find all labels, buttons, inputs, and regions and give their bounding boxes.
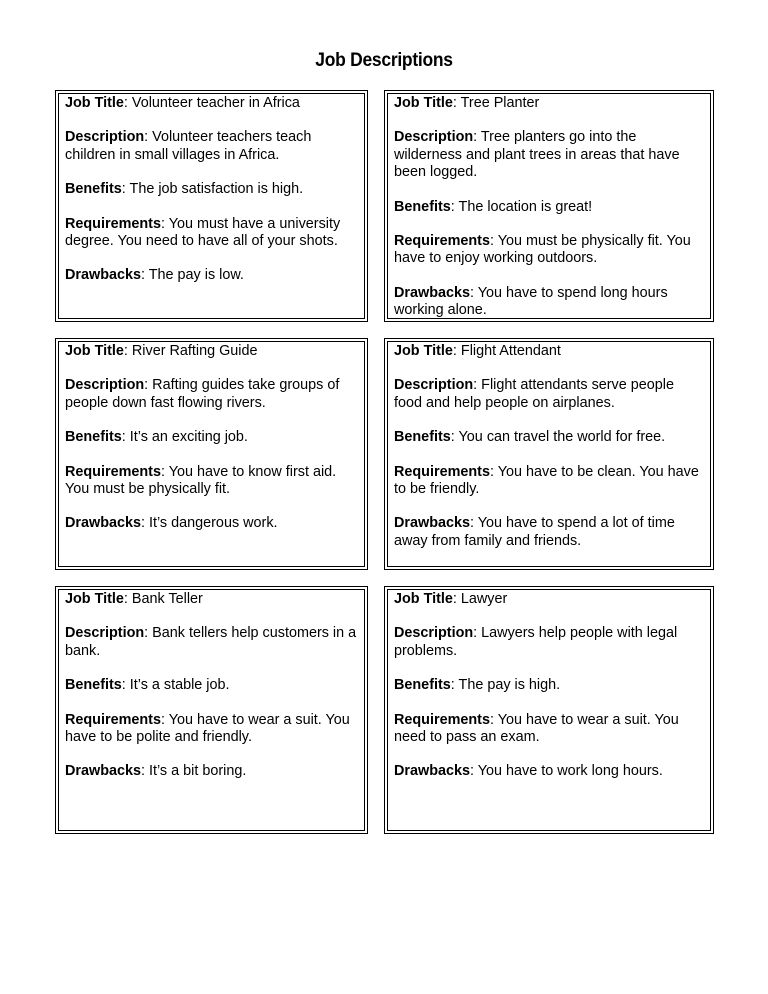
description-value: Lawyers help people with legal problems. (394, 625, 678, 659)
benefits-label: Benefits (394, 198, 451, 215)
benefits-value: It’s an exciting job. (129, 429, 248, 446)
benefits-value: It’s a stable job. (129, 677, 230, 694)
benefits-label: Benefits (65, 677, 122, 694)
job-card (55, 90, 368, 322)
description-value: Tree planters go into the wilderness and plant trees in areas that have been logged. (394, 129, 680, 181)
job-title-value: Tree Planter (460, 95, 540, 111)
job-card (55, 586, 368, 834)
drawbacks-field: Drawbacks: You have to spend a lot of time away from family and friends. (394, 515, 675, 549)
benefits-field: Benefits: The pay is high. (394, 677, 561, 694)
benefits-field: Benefits: It’s a stable job. (65, 677, 230, 694)
benefits-field: Benefits: It’s an exciting job. (65, 429, 248, 446)
job-title-label: Job Title (394, 95, 453, 111)
requirements-value: You have to wear a suit. You need to pass an exam. (394, 711, 679, 746)
description-label: Description (394, 625, 474, 642)
benefits-field: Benefits: The location is great! (394, 198, 593, 215)
drawbacks-label: Drawbacks (394, 763, 470, 780)
job-card (384, 338, 714, 570)
drawbacks-label: Drawbacks (394, 284, 470, 301)
job-card-inner (58, 341, 365, 567)
job-title-field: Job Title: Lawyer (394, 591, 508, 607)
requirements-label: Requirements (65, 463, 161, 480)
drawbacks-field: Drawbacks: It’s dangerous work. (65, 515, 278, 532)
job-title-field: Job Title: River Rafting Guide (65, 343, 258, 359)
requirements-label: Requirements (65, 215, 161, 232)
benefits-label: Benefits (394, 429, 451, 446)
job-title-field: Job Title: Tree Planter (394, 95, 540, 111)
drawbacks-value: You have to work long hours. (477, 763, 663, 780)
job-title-value: River Rafting Guide (131, 343, 258, 359)
job-card-inner (387, 589, 711, 831)
drawbacks-field: Drawbacks: The pay is low. (65, 267, 244, 284)
job-title-label: Job Title (394, 591, 453, 607)
requirements-label: Requirements (394, 711, 490, 728)
drawbacks-value: It’s dangerous work. (149, 515, 278, 532)
job-card-inner (58, 93, 365, 319)
benefits-value: The location is great! (458, 198, 593, 215)
drawbacks-value: The pay is low. (148, 267, 244, 284)
benefits-value: The pay is high. (458, 677, 561, 694)
requirements-value: You have to be clean. You have to be friendly. (394, 463, 699, 498)
job-title-label: Job Title (65, 95, 124, 111)
drawbacks-label: Drawbacks (65, 267, 141, 284)
requirements-value: You have to wear a suit. You have to be polite and friendly. (65, 711, 350, 746)
description-value: Volunteer teachers teach children in small villages in Africa. (65, 129, 312, 163)
description-label: Description (394, 129, 474, 146)
benefits-value: The job satisfaction is high. (129, 181, 304, 198)
description-field: Description: Rafting guides take groups of people down fast flowing rivers. (65, 377, 340, 411)
benefits-field: Benefits: You can travel the world for free. (394, 429, 666, 446)
requirements-label: Requirements (394, 233, 490, 250)
drawbacks-label: Drawbacks (65, 515, 141, 532)
requirements-field: Requirements: You have to be clean. You have to be friendly. (394, 463, 699, 498)
requirements-field: Requirements: You have to wear a suit. You need to pass an exam. (394, 711, 679, 746)
job-title-value: Bank Teller (131, 591, 203, 607)
requirements-label: Requirements (394, 463, 490, 480)
drawbacks-field: Drawbacks: You have to spend long hours working alone. (394, 284, 668, 319)
description-value: Rafting guides take groups of people down fast flowing rivers. (65, 377, 340, 411)
description-value: Bank tellers help customers in a bank. (65, 625, 357, 659)
job-card-inner (387, 93, 711, 319)
requirements-value: You must have a university degree. You need to have all of your shots. (65, 215, 341, 250)
job-title-field: Job Title: Volunteer teacher in Africa (65, 95, 300, 111)
requirements-field: Requirements: You have to wear a suit. You have to be polite and friendly. (65, 711, 350, 746)
requirements-field: Requirements: You must have a university degree. You need to have all of your shots. (65, 215, 341, 250)
benefits-field: Benefits: The job satisfaction is high. (65, 181, 304, 198)
job-title-label: Job Title (394, 343, 453, 359)
description-value: Flight attendants serve people food and help people on airplanes. (394, 377, 674, 411)
job-title-value: Volunteer teacher in Africa (131, 95, 300, 111)
job-title-value: Flight Attendant (460, 343, 561, 359)
description-field: Description: Volunteer teachers teach children in small villages in Africa. (65, 129, 312, 163)
requirements-value: You must be physically fit. You have to enjoy working outdoors. (394, 233, 691, 267)
description-field: Description: Tree planters go into the wilderness and plant trees in areas that have been logged. (394, 129, 680, 181)
requirements-label: Requirements (65, 711, 161, 728)
drawbacks-field: Drawbacks: You have to work long hours. (394, 763, 663, 780)
benefits-label: Benefits (65, 181, 122, 198)
job-card (384, 586, 714, 834)
description-label: Description (65, 625, 145, 642)
benefits-label: Benefits (65, 429, 122, 446)
requirements-field: Requirements: You have to know first aid. You must be physically fit. (65, 463, 337, 498)
job-card-inner (387, 341, 711, 567)
description-label: Description (394, 377, 474, 394)
description-label: Description (65, 377, 145, 394)
description-field: Description: Flight attendants serve people food and help people on airplanes. (394, 377, 674, 411)
drawbacks-value: You have to spend long hours working alone. (394, 284, 668, 319)
benefits-label: Benefits (394, 677, 451, 694)
job-title-label: Job Title (65, 343, 124, 359)
drawbacks-field: Drawbacks: It’s a bit boring. (65, 763, 247, 780)
job-card (55, 338, 368, 570)
drawbacks-value: It’s a bit boring. (149, 763, 247, 780)
job-title-field: Job Title: Flight Attendant (394, 343, 561, 359)
description-field: Description: Lawyers help people with legal problems. (394, 625, 678, 659)
description-label: Description (65, 129, 145, 146)
page-title: Job Descriptions (315, 50, 453, 71)
job-title-value: Lawyer (460, 591, 508, 607)
drawbacks-label: Drawbacks (65, 763, 141, 780)
description-field: Description: Bank tellers help customers in a bank. (65, 625, 357, 659)
drawbacks-label: Drawbacks (394, 515, 470, 532)
job-title-field: Job Title: Bank Teller (65, 591, 203, 607)
requirements-field: Requirements: You must be physically fit. You have to enjoy working outdoors. (394, 233, 691, 267)
benefits-value: You can travel the world for free. (458, 429, 666, 446)
requirements-value: You have to know first aid. You must be physically fit. (65, 463, 337, 498)
job-card (384, 90, 714, 322)
drawbacks-value: You have to spend a lot of time away from family and friends. (394, 515, 675, 549)
job-card-inner (58, 589, 365, 831)
job-title-label: Job Title (65, 591, 124, 607)
